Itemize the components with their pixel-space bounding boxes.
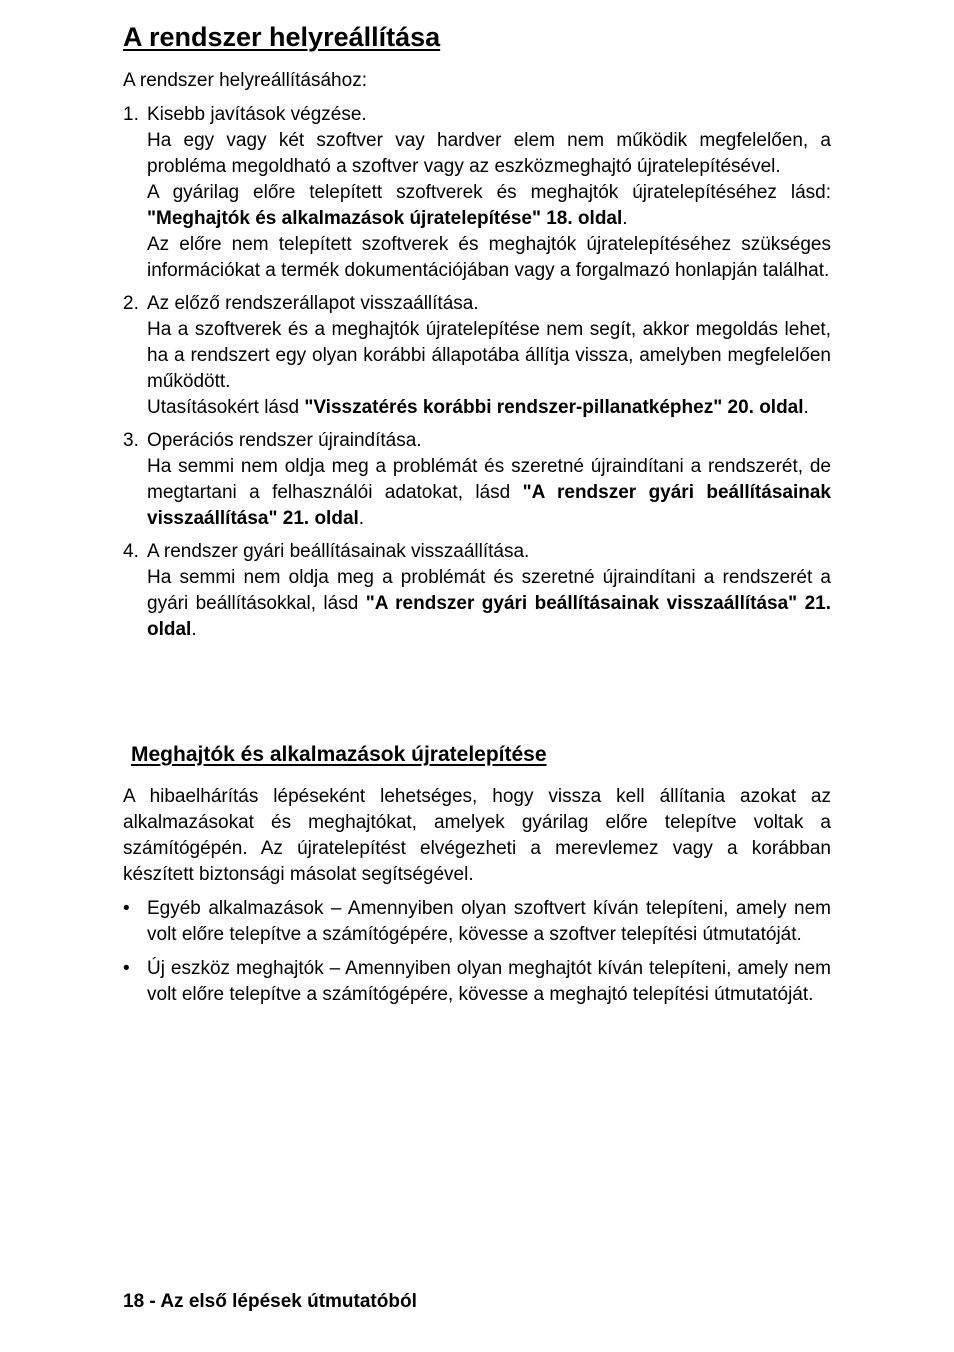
- step-text: Ha semmi nem oldja meg a problémát és szeretné újraindítani a rendszerét a gyári beállításokkal, lásd: [147, 567, 831, 614]
- bullet-list: [123, 896, 831, 1008]
- step-heading: Az előző rendszerállapot visszaállítása.: [147, 293, 479, 314]
- page-reference: "Meghajtók és alkalmazások újratelepítése" 18. oldal: [147, 208, 623, 229]
- step-paragraph: Ha a szoftverek és a meghajtók újratelepítése nem segít, akkor megoldás lehet, ha a rendszert egy olyan korábbi állapotába állítja vissza, amelyben megfelelően működött.: [147, 319, 831, 392]
- step-text: .: [191, 619, 197, 640]
- step-paragraph: [147, 565, 831, 643]
- bullet-text: Egyéb alkalmazások – Amennyiben olyan szoftvert kíván telepíteni, amely nem volt előre telepítve a számítógépére, kövesse a szoftver telepítési útmutatóját.: [147, 898, 831, 945]
- page-title: A rendszer helyreállítása: [123, 22, 441, 52]
- page-reference: "Visszatérés korábbi rendszer-pillanatképhez" 20. oldal: [304, 397, 804, 418]
- step-paragraph: [147, 180, 831, 232]
- list-item: [123, 102, 831, 284]
- page-reference: "A rendszer gyári beállításainak visszaállítása" 21. oldal: [147, 593, 831, 640]
- step-number: 4.: [123, 541, 139, 562]
- step-text: A gyárilag előre telepített szoftverek és meghajtók újratelepítéséhez lásd:: [147, 182, 831, 203]
- step-text: Ha semmi nem oldja meg a problémát és szeretné újraindítani a rendszerét, de megtartani a felhasználói adatokat, lásd: [147, 456, 831, 503]
- step-text: .: [803, 397, 809, 418]
- section-body: [123, 784, 831, 1016]
- list-item: [123, 956, 831, 1008]
- bullet-icon: •: [123, 898, 130, 919]
- bullet-text: Új eszköz meghajtók – Amennyiben olyan meghajtót kíván telepíteni, amely nem volt előre telepítve a számítógépére, kövesse a meghajtó telepítési útmutatóját.: [147, 958, 831, 1005]
- bullet-icon: •: [123, 958, 130, 979]
- step-heading: Operációs rendszer újraindítása.: [147, 430, 422, 451]
- recovery-steps-list: [123, 102, 831, 650]
- step-paragraph: [147, 454, 831, 532]
- list-item: [123, 539, 831, 643]
- step-number: 1.: [123, 104, 139, 125]
- page-footer: 18 - Az első lépések útmutatóból: [123, 1291, 417, 1312]
- list-item: [123, 428, 831, 532]
- step-paragraph: [147, 395, 831, 421]
- list-item: [123, 896, 831, 948]
- step-paragraph: Ha egy vagy két szoftver vay hardver elem nem működik megfelelően, a probléma megoldható a szoftver vagy az eszközmeghajtó újratelepítésével.: [147, 130, 831, 177]
- section-heading: Meghajtók és alkalmazások újratelepítése: [131, 743, 547, 766]
- step-paragraph: Az előre nem telepített szoftverek és meghajtók újratelepítéséhez szükséges információkat a termék dokumentációjában vagy a forgalmazó honlapján találhat.: [147, 234, 831, 281]
- list-item: [123, 291, 831, 421]
- step-heading: Kisebb javítások végzése.: [147, 104, 367, 125]
- page-reference: "A rendszer gyári beállításainak visszaállítása" 21. oldal: [147, 482, 831, 529]
- step-text: .: [358, 508, 365, 529]
- intro-text: A rendszer helyreállításához:: [123, 70, 367, 91]
- step-number: 3.: [123, 430, 139, 451]
- step-number: 2.: [123, 293, 139, 314]
- section-paragraph: A hibaelhárítás lépéseként lehetséges, hogy vissza kell állítania azokat az alkalmazásokat és meghajtókat, amelyek gyárilag előre telepítve voltak a számítógépén. Az újratelepítést elvégezheti a merevlemez vagy a korábban készített biztonsági másolat segítségével.: [123, 786, 831, 885]
- step-text: Utasításokért lásd: [147, 397, 305, 418]
- step-text: .: [622, 208, 628, 229]
- step-heading: A rendszer gyári beállításainak visszaállítása.: [147, 541, 530, 562]
